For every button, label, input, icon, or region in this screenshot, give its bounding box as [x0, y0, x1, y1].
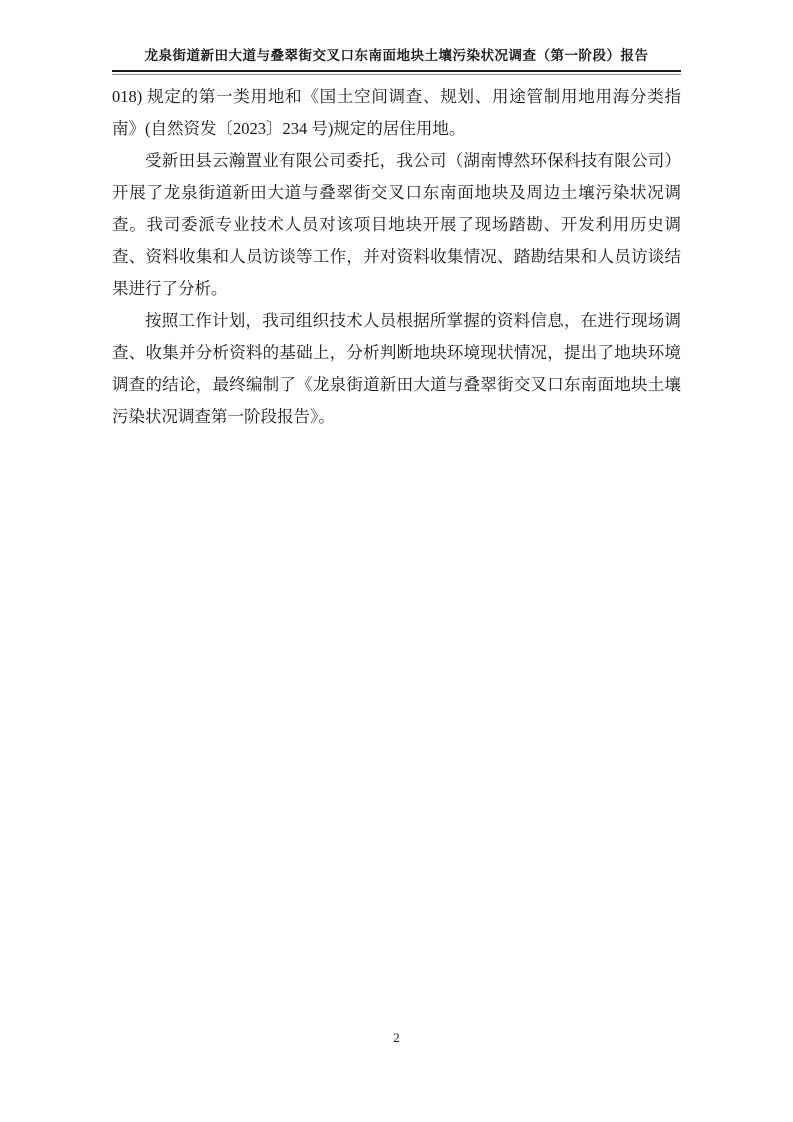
paragraph: 按照工作计划，我司组织技术人员根据所掌握的资料信息，在进行现场调查、收集并分析资料的基础上，分析判断地块环境现状情况，提出了地块环境调查的结论，最终编制了《龙泉街道新田大道与叠翠街交叉口东南面地块土壤污染状况调查第一阶段报告》。: [112, 311, 681, 426]
page-header: [112, 0, 681, 72]
paragraph: 受新田县云瀚置业有限公司委托，我公司（湖南博然环保科技有限公司）开展了龙泉街道新田大道与叠翠街交叉口东南面地块及周边土壤污染状况调查。我司委派专业技术人员对该项目地块开展了现场踏勘、开发利用历史调查、资料收集和人员访谈等工作，并对资料收集情况、踏勘结果和人员访谈结果进行了分析。: [112, 151, 681, 298]
paragraph: 018) 规定的第一类用地和《国土空间调查、规划、用途管制用地用海分类指南》(自然资发〔2023〕234 号)规定的居住用地。: [112, 87, 681, 138]
page-number: 2: [393, 1030, 400, 1045]
document-body: [112, 72, 681, 433]
header-title: 龙泉街道新田大道与叠翠街交叉口东南面地块土壤污染状况调查（第一阶段）报告: [144, 48, 649, 63]
